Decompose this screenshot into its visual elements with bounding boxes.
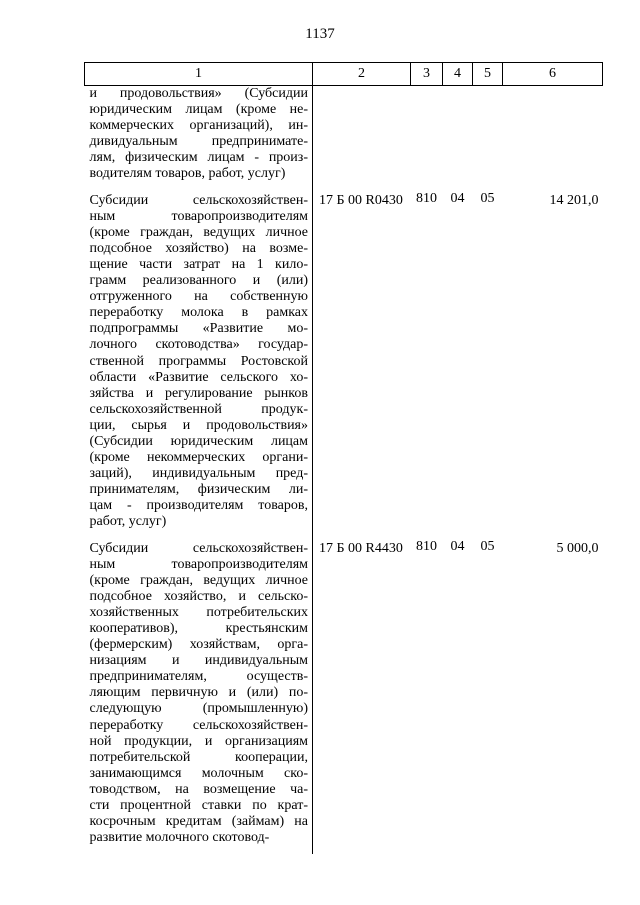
- row-col-4: [443, 86, 473, 191]
- description-line: подпрограммы «Развитие мо-: [89, 321, 308, 337]
- table-header-row: [85, 63, 603, 86]
- description-line: заций), индивидуальным пред-: [89, 466, 308, 482]
- description-line: дивидуальным предпринимате-: [89, 134, 308, 150]
- table-row: [85, 86, 603, 191]
- description-line: принимателям, физическим ли-: [89, 482, 308, 498]
- description-line: переработку сельскохозяйствен-: [89, 717, 308, 733]
- header-col-1: 1: [85, 63, 313, 86]
- row-amount: 5 000,0: [556, 540, 599, 556]
- description-line: водителям товаров, работ, услуг): [89, 166, 286, 182]
- description-line: (кроме граждан, ведущих личное: [89, 572, 308, 588]
- description-line: Субсидии сельскохозяйствен-: [89, 192, 308, 208]
- description-line: подсобное хозяйство, и сельско-: [89, 588, 308, 604]
- row-col-5: [473, 86, 503, 191]
- description-line: предпринимателям, осуществ-: [89, 669, 308, 685]
- header-col-5: 5: [473, 63, 503, 86]
- header-col-6: 6: [503, 63, 603, 86]
- row-amount: [503, 86, 603, 191]
- row-description: [85, 539, 313, 855]
- description-line: косрочным кредитам (займам) на: [89, 814, 308, 830]
- row-col-5: 05: [480, 538, 495, 554]
- description-line: следующую (промышленную): [89, 701, 308, 717]
- description-line: низациям и индивидуальным: [89, 653, 308, 669]
- description-line: Субсидии сельскохозяйствен-: [89, 540, 308, 556]
- description-line: сти процентной ставки по крат-: [89, 798, 308, 814]
- description-line: переработку молока в рамках: [89, 305, 308, 321]
- row-col-3: 810: [416, 190, 437, 206]
- description-line: коммерческих организаций), ин-: [89, 118, 308, 134]
- page-number: 1137: [305, 26, 335, 42]
- budget-table: [84, 62, 603, 854]
- description-line: (кроме граждан, ведущих личное: [89, 224, 308, 240]
- description-line: ным товаропроизводителям: [89, 556, 308, 572]
- row-description: [85, 191, 313, 539]
- row-col-3: 810: [416, 538, 437, 554]
- row-code: 17 Б 00 R0430: [319, 192, 403, 208]
- row-description: [85, 86, 313, 191]
- description-line: (кроме некоммерческих органи-: [89, 450, 308, 466]
- description-line: ственной программы Ростовской: [89, 353, 308, 369]
- description-line: ным товаропроизводителям: [89, 208, 308, 224]
- description-line: щение части затрат на 1 кило-: [89, 256, 308, 272]
- row-col-5: 05: [480, 190, 495, 206]
- row-col-4: 04: [450, 190, 465, 206]
- description-line: товодством, на возмещение ча-: [89, 781, 308, 797]
- description-line: (Субсидии юридическим лицам: [89, 433, 308, 449]
- description-line: и продовольствия» (Субсидии: [89, 86, 308, 101]
- description-line: области «Развитие сельского хо-: [89, 369, 308, 385]
- description-line: (фермерским) хозяйствам, орга-: [89, 637, 308, 653]
- row-col-3: [411, 86, 443, 191]
- table-row: [85, 191, 603, 539]
- row-code: 17 Б 00 R4430: [319, 540, 403, 556]
- description-line: подсобное хозяйство) на возме-: [89, 240, 308, 256]
- description-line: развитие молочного скотовод-: [89, 830, 270, 846]
- description-line: грамм реализованного и (или): [89, 273, 308, 289]
- header-col-2: 2: [313, 63, 411, 86]
- description-line: ляющим первичную и (или) по-: [89, 685, 308, 701]
- row-col-4: 04: [450, 538, 465, 554]
- row-code: [313, 86, 411, 191]
- description-line: зяйства и регулирование рынков: [89, 385, 308, 401]
- description-line: лям, физическим лицам - произ-: [89, 150, 308, 166]
- header-col-3: 3: [411, 63, 443, 86]
- table-row: [85, 539, 603, 855]
- description-line: хозяйственных потребительских: [89, 604, 308, 620]
- description-line: занимающимся молочным ско-: [89, 765, 308, 781]
- description-line: потребительской кооперации,: [89, 749, 308, 765]
- description-line: отгруженного на собственную: [89, 289, 308, 305]
- description-line: юридическим лицам (кроме не-: [89, 102, 308, 118]
- header-col-4: 4: [443, 63, 473, 86]
- description-line: ной продукции, и организациям: [89, 733, 308, 749]
- description-line: ции, сырья и продовольствия»: [89, 417, 308, 433]
- description-line: работ, услуг): [89, 514, 167, 530]
- description-line: лочного скотоводства» государ-: [89, 337, 308, 353]
- description-line: цам - производителям товаров,: [89, 498, 308, 514]
- row-amount: 14 201,0: [549, 192, 599, 208]
- description-line: сельскохозяйственной продук-: [89, 401, 308, 417]
- description-line: кооперативов), крестьянским: [89, 621, 308, 636]
